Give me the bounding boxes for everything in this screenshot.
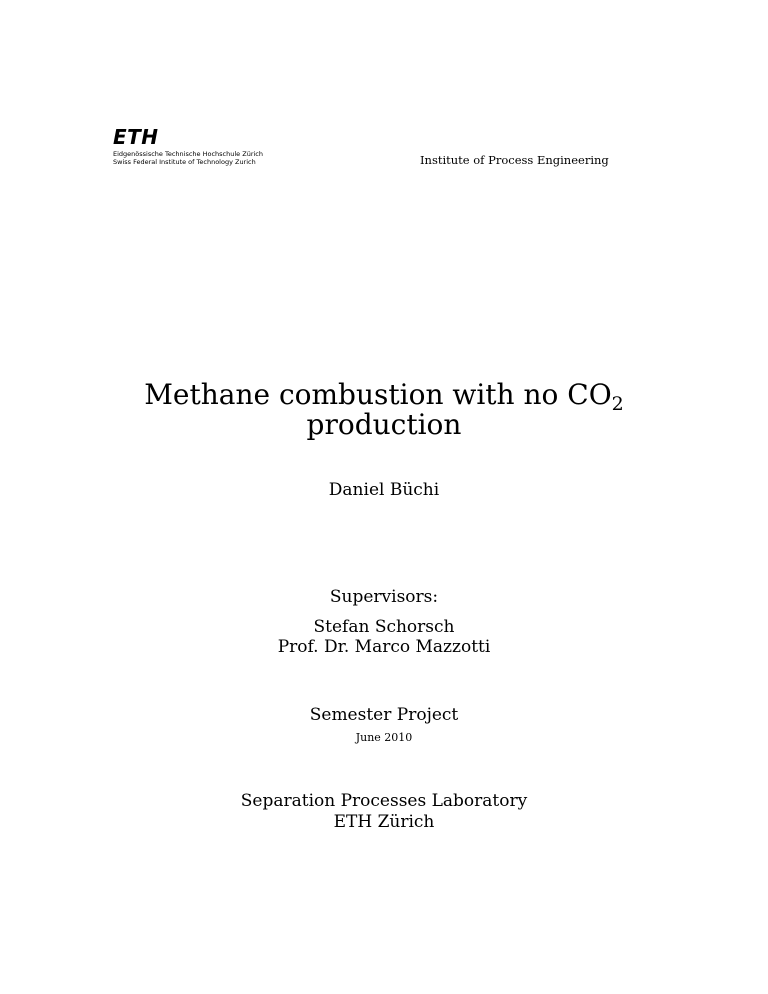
supervisor-name: Prof. Dr. Marco Mazzotti <box>277 637 491 657</box>
eth-logo <box>113 127 283 166</box>
institute-name: Institute of Process Engineering <box>420 153 609 167</box>
project-date: June 2010 <box>355 731 413 744</box>
author-name: Daniel Büchi <box>328 480 440 500</box>
title-subscript: 2 <box>611 393 624 415</box>
university-name: ETH Zürich <box>333 812 435 832</box>
eth-logo-mark: ETH <box>113 125 159 149</box>
laboratory-name: Separation Processes Laboratory <box>240 791 528 811</box>
eth-logo-line-german: Eidgenössische Technische Hochschule Zürich <box>113 150 263 158</box>
eth-logo-line-english: Swiss Federal Institute of Technology Zurich <box>113 158 256 166</box>
title-line-2: production <box>306 408 462 441</box>
title-line-1 <box>0 378 768 415</box>
title-line-1-text: Methane combustion with no CO <box>144 378 612 411</box>
document-title <box>0 380 768 440</box>
supervisor-name: Stefan Schorsch <box>313 617 455 637</box>
supervisors-heading: Supervisors: <box>329 587 439 607</box>
project-type: Semester Project <box>309 705 459 725</box>
